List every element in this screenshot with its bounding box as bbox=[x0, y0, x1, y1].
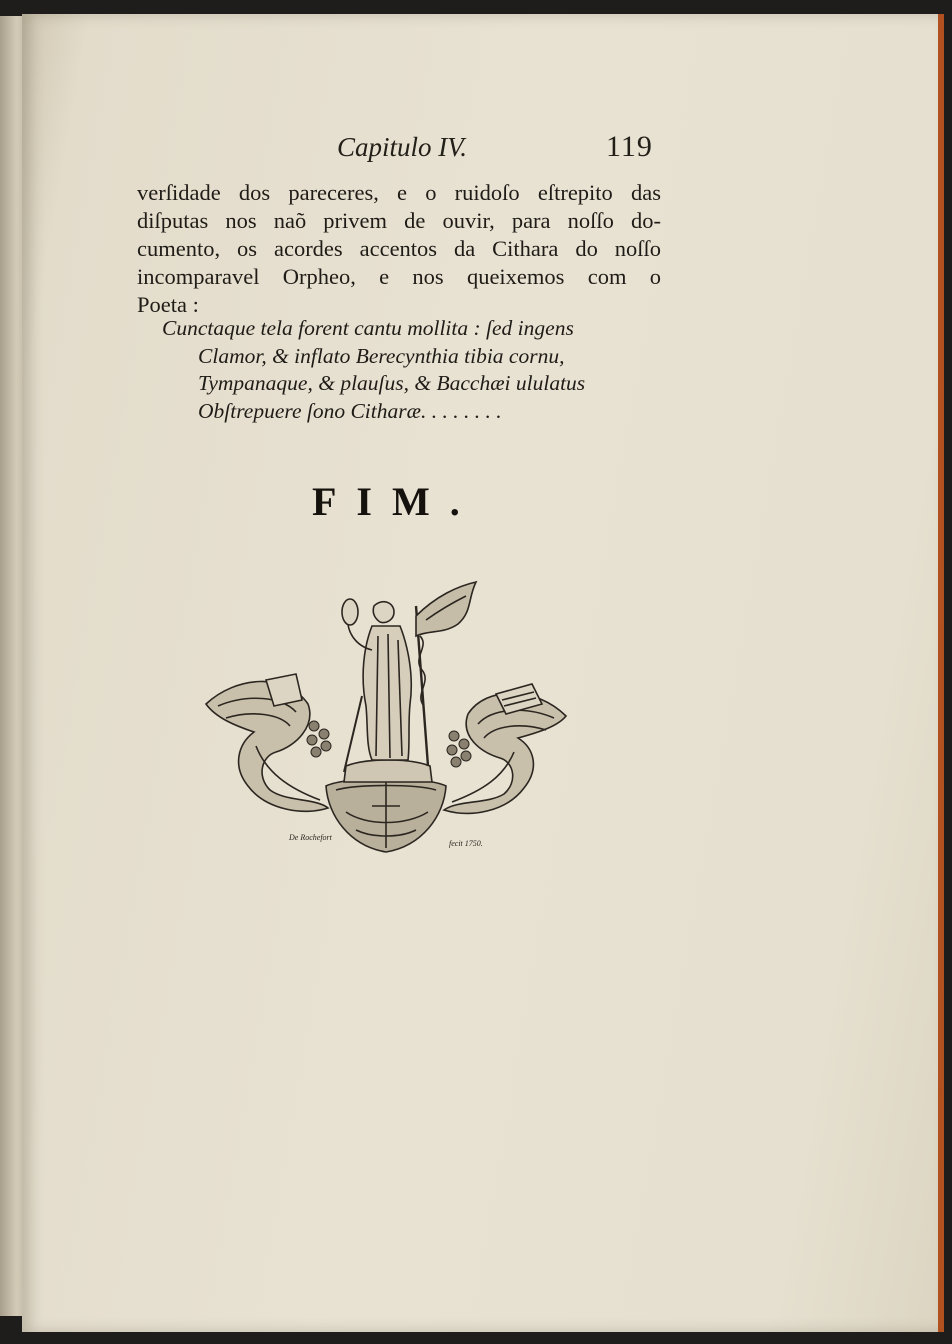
chapter-title: Capitulo IV. bbox=[337, 132, 468, 162]
verse-quotation bbox=[162, 315, 672, 425]
running-header bbox=[0, 132, 952, 168]
page-edge-strip bbox=[938, 14, 944, 1332]
page-number: 119 bbox=[606, 130, 653, 163]
engraver-signature: De Rochefort bbox=[289, 833, 332, 842]
verse-line: Clamor, & inflato Berecynthia tibia cornu, bbox=[198, 343, 565, 368]
engraving-date: fecit 1750. bbox=[449, 839, 483, 848]
verse-line: Obſtrepuere ſono Citharæ. . . . . . . . bbox=[198, 398, 502, 423]
body-line: diſputas nos naõ privem de ouvir, para noſſo do- bbox=[137, 208, 661, 233]
body-line: cumento, os acordes accentos da Cithara do noſſo bbox=[137, 236, 661, 261]
engraved-ornament bbox=[196, 576, 576, 860]
end-mark: FIM. bbox=[312, 479, 480, 524]
verse-line: Cunctaque tela forent cantu mollita : ſed ingens bbox=[162, 316, 574, 340]
body-line: Poeta : bbox=[137, 292, 199, 317]
body-line: incomparavel Orpheo, e nos queixemos com o bbox=[137, 264, 661, 289]
verse-line: Tympanaque, & plauſus, & Bacchæi ululatus bbox=[198, 371, 586, 395]
body-text bbox=[137, 179, 661, 319]
body-line: verſidade dos pareceres, e o ruidoſo eſtrepito das bbox=[137, 180, 661, 205]
